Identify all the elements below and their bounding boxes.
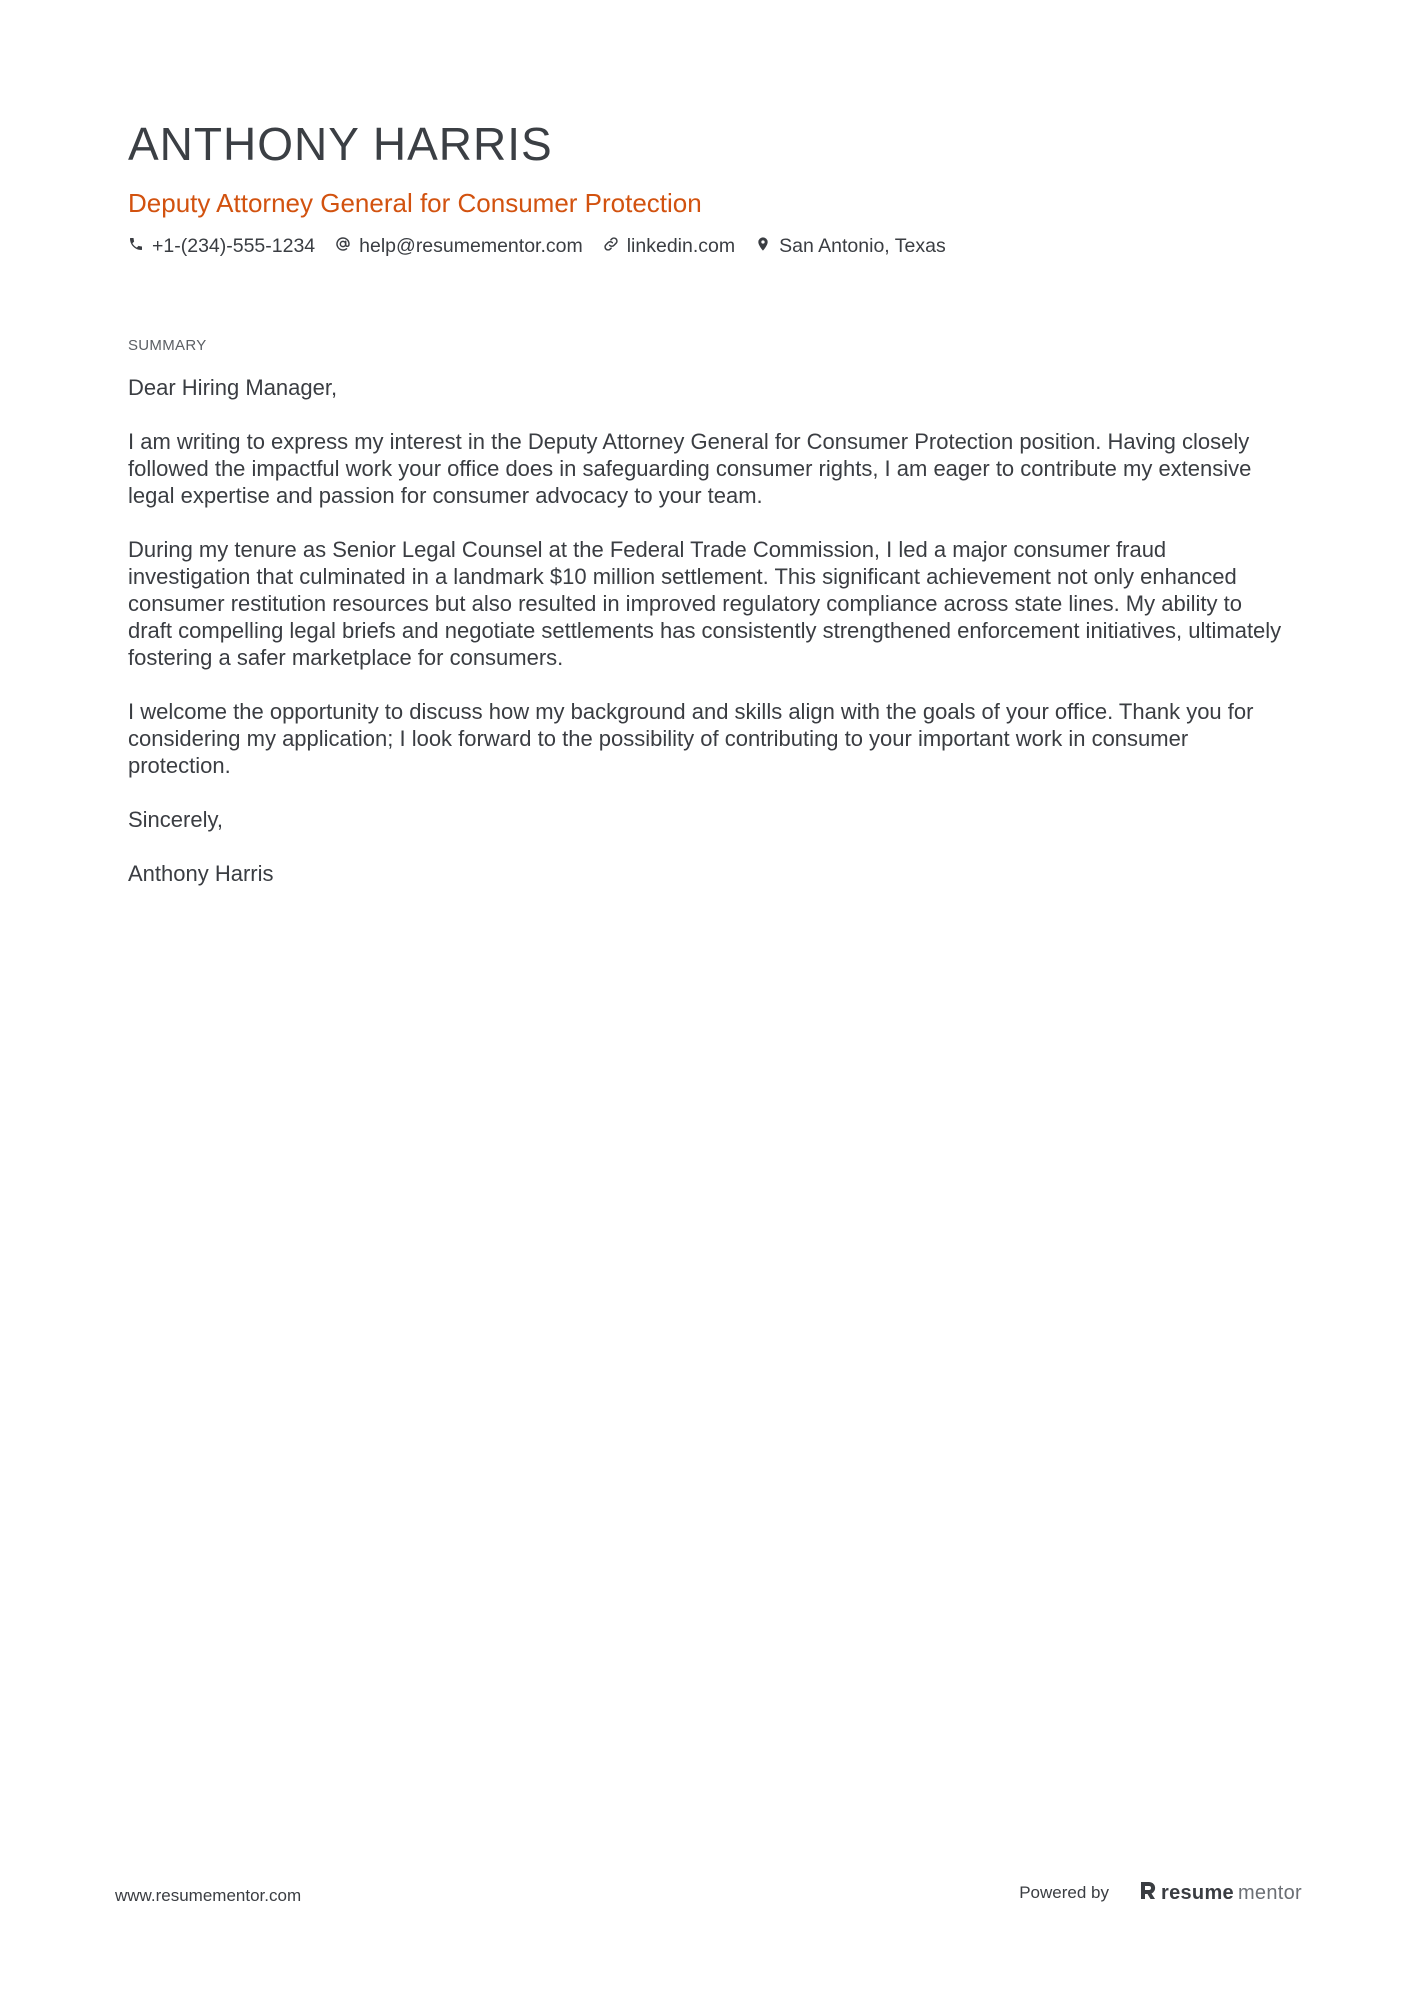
candidate-name: ANTHONY HARRIS (128, 118, 553, 170)
resumementor-logo-icon (1139, 1880, 1157, 1906)
paragraph-intro: I am writing to express my interest in the Deputy Attorney General for Consumer Protection position. Having closely followed the impactful work your office does in safeguarding consumer rights, I am eager to contribute my extensive legal expertise and passion for consumer advocacy to your team. (128, 429, 1252, 508)
sign-off: Sincerely, (128, 807, 223, 832)
link-icon (603, 232, 619, 260)
brand-logo[interactable] (1139, 1880, 1302, 1906)
contact-location (755, 232, 946, 260)
paragraph-closing: I welcome the opportunity to discuss how my background and skills align with the goals of your office. Thank you for considering my application; I look forward to the possibility of contributing to your important work in consumer protection. (128, 699, 1254, 778)
location-pin-icon (755, 232, 771, 260)
contact-linkedin (603, 232, 735, 260)
at-icon (335, 232, 351, 260)
powered-by-label: Powered by (1019, 1883, 1109, 1902)
contact-row (128, 232, 1288, 260)
paragraph-experience: During my tenure as Senior Legal Counsel at the Federal Trade Commission, I led a major consumer fraud investigation that culminated in a landmark $10 million settlement. This significant achievement not only enhanced consumer restitution resources but also resulted in improved regulatory compliance across state lines. My ability to draft compelling legal briefs and negotiate settlements has consistently strengthened enforcement initiatives, ultimately fostering a safer marketplace for consumers. (128, 537, 1282, 670)
signature: Anthony Harris (128, 861, 274, 886)
linkedin-url: linkedin.com (626, 235, 736, 257)
brand-name-light: mentor (1237, 1881, 1302, 1904)
greeting: Dear Hiring Manager, (128, 375, 338, 400)
section-heading-summary: SUMMARY (128, 337, 207, 354)
contact-phone (128, 232, 315, 260)
location-text: San Antonio, Texas (779, 235, 946, 257)
letter-body (128, 374, 1288, 887)
job-title: Deputy Attorney General for Consumer Protection (128, 188, 702, 218)
contact-email (335, 232, 583, 260)
footer-website[interactable]: www.resumementor.com (115, 1886, 302, 1905)
brand-name-bold: resume (1161, 1881, 1234, 1904)
cover-letter-page (128, 112, 1288, 914)
phone-number: +1-(234)-555-1234 (152, 235, 316, 257)
footer-branding (1019, 1880, 1302, 1906)
phone-icon (128, 232, 144, 260)
email-address: help@resumementor.com (359, 235, 583, 257)
